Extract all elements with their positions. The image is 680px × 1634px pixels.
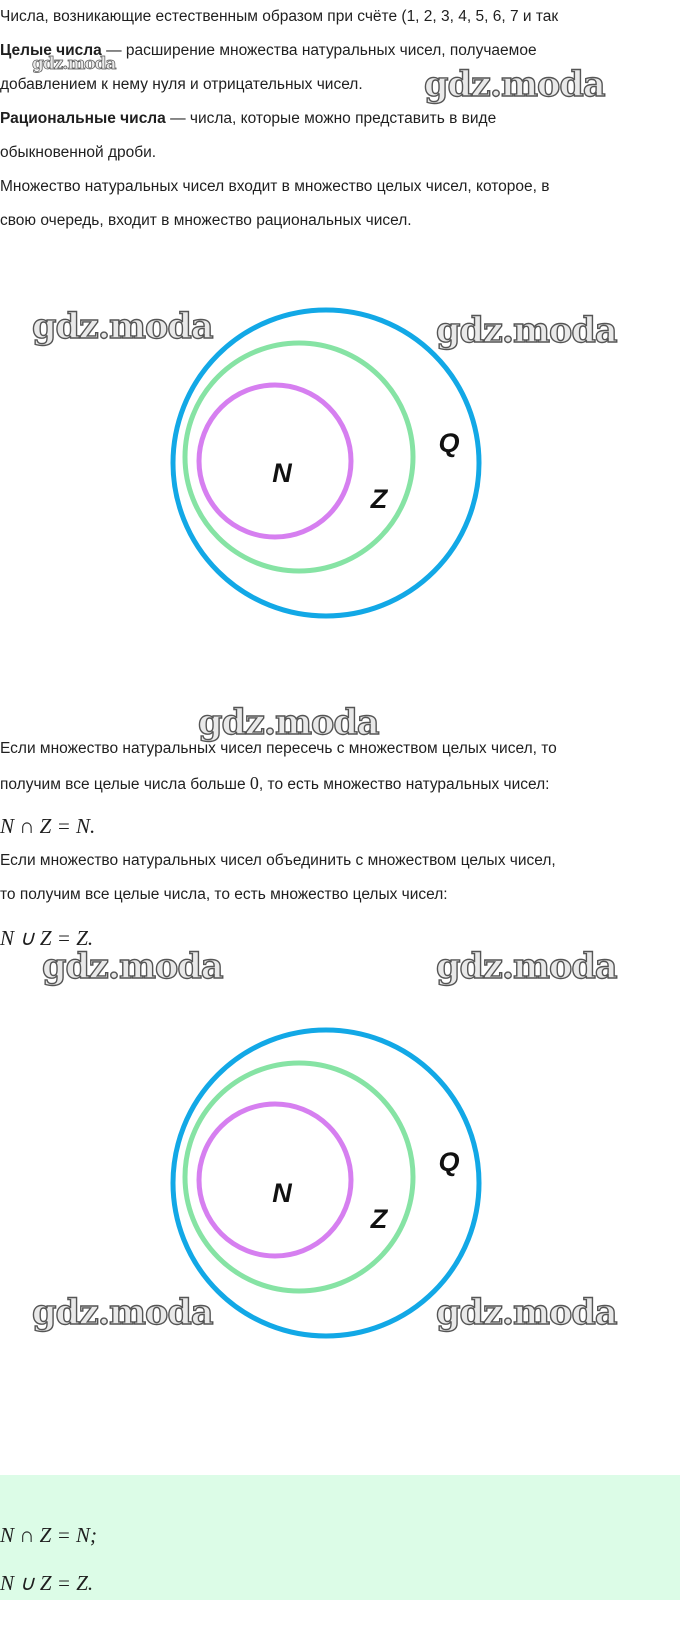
watermark: gdz.moda bbox=[436, 946, 617, 987]
paragraph-intersection-cont: получим все целые числа больше 0, то есть множество натуральных чисел: bbox=[0, 773, 550, 793]
label-z: Z bbox=[370, 1204, 388, 1234]
label-z: Z bbox=[370, 484, 388, 514]
label-q: Q bbox=[438, 428, 460, 458]
answer-union: N ∪ Z = Z. bbox=[0, 1571, 94, 1595]
watermark: gdz.moda bbox=[198, 702, 379, 743]
paragraph-rational-cont: обыкновенной дроби. bbox=[0, 144, 157, 161]
formula-union: N ∪ Z = Z. bbox=[0, 926, 94, 950]
term-integers: Целые числа bbox=[0, 42, 102, 59]
label-n: N bbox=[272, 1178, 292, 1208]
answer-box bbox=[0, 1475, 680, 1600]
watermark: gdz.moda bbox=[32, 1292, 213, 1333]
formula-intersection: N ∩ Z = N. bbox=[0, 814, 96, 838]
paragraph-intersection: Если множество натуральных чисел пересечь с множеством целых чисел, то bbox=[0, 740, 557, 757]
label-q: Q bbox=[438, 1147, 460, 1177]
answer-intersection: N ∩ Z = N; bbox=[0, 1523, 98, 1547]
paragraph-natural: Числа, возникающие естественным образом при счёте (1, 2, 3, 4, 5, 6, 7 и так bbox=[0, 8, 559, 25]
paragraph-inclusion: Множество натуральных чисел входит в множество целых чисел, которое, в bbox=[0, 178, 550, 195]
label-n: N bbox=[272, 458, 292, 488]
term-rational: Рациональные числа bbox=[0, 110, 166, 127]
watermark: gdz.moda bbox=[436, 310, 617, 351]
watermark: gdz.moda bbox=[32, 54, 116, 74]
set-z-circle bbox=[185, 343, 413, 571]
watermark: gdz.moda bbox=[436, 1292, 617, 1333]
paragraph-union: Если множество натуральных чисел объединить с множеством целых чисел, bbox=[0, 852, 556, 869]
set-z-circle bbox=[185, 1063, 413, 1291]
watermark: gdz.moda bbox=[42, 946, 223, 987]
paragraph-integers: Целые числа — расширение множества натуральных чисел, получаемое bbox=[0, 42, 537, 59]
paragraph-union-cont: то получим все целые числа, то есть множество целых чисел: bbox=[0, 886, 448, 903]
watermark: gdz.moda bbox=[424, 64, 605, 105]
paragraph-rational: Рациональные числа — числа, которые можно представить в виде bbox=[0, 110, 497, 127]
paragraph-inclusion-cont: свою очередь, входит в множество рациональных чисел. bbox=[0, 212, 412, 229]
paragraph-integers-cont: добавлением к нему нуля и отрицательных чисел. bbox=[0, 76, 363, 93]
watermark: gdz.moda bbox=[32, 306, 213, 347]
